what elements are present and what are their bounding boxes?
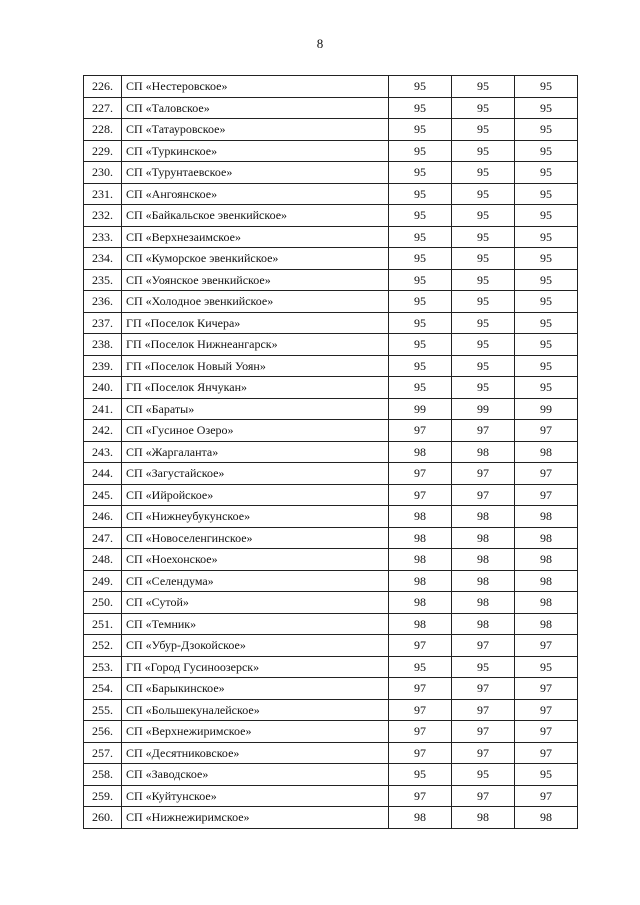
value-cell-2: 98 <box>452 527 515 549</box>
value-cell-3: 97 <box>515 463 578 485</box>
value-cell-1: 97 <box>389 484 452 506</box>
value-cell-2: 95 <box>452 140 515 162</box>
table-row <box>84 807 578 829</box>
value-cell-3: 98 <box>515 549 578 571</box>
value-cell-3: 97 <box>515 484 578 506</box>
value-cell-1: 98 <box>389 549 452 571</box>
settlement-name-cell: СП «Большекуналейское» <box>122 699 389 721</box>
row-number-cell: 245. <box>84 484 122 506</box>
value-cell-1: 95 <box>389 205 452 227</box>
row-number-cell: 260. <box>84 807 122 829</box>
value-cell-1: 97 <box>389 721 452 743</box>
value-cell-3: 95 <box>515 656 578 678</box>
table-row <box>84 119 578 141</box>
value-cell-3: 95 <box>515 140 578 162</box>
value-cell-1: 97 <box>389 785 452 807</box>
value-cell-1: 95 <box>389 377 452 399</box>
settlement-name-cell: СП «Туркинское» <box>122 140 389 162</box>
table-row <box>84 420 578 442</box>
settlement-name-cell: СП «Заводское» <box>122 764 389 786</box>
value-cell-3: 95 <box>515 226 578 248</box>
value-cell-3: 98 <box>515 527 578 549</box>
value-cell-3: 95 <box>515 291 578 313</box>
value-cell-2: 97 <box>452 678 515 700</box>
settlement-name-cell: ГП «Поселок Нижнеангарск» <box>122 334 389 356</box>
row-number-cell: 257. <box>84 742 122 764</box>
value-cell-3: 95 <box>515 162 578 184</box>
value-cell-2: 97 <box>452 484 515 506</box>
row-number-cell: 231. <box>84 183 122 205</box>
row-number-cell: 234. <box>84 248 122 270</box>
value-cell-3: 98 <box>515 592 578 614</box>
settlement-name-cell: СП «Татауровское» <box>122 119 389 141</box>
table-row <box>84 635 578 657</box>
value-cell-3: 98 <box>515 613 578 635</box>
table-row <box>84 76 578 98</box>
table-body <box>84 76 578 829</box>
value-cell-1: 98 <box>389 592 452 614</box>
value-cell-3: 99 <box>515 398 578 420</box>
row-number-cell: 253. <box>84 656 122 678</box>
row-number-cell: 240. <box>84 377 122 399</box>
value-cell-3: 97 <box>515 721 578 743</box>
table-row <box>84 312 578 334</box>
settlements-table <box>83 75 578 829</box>
row-number-cell: 232. <box>84 205 122 227</box>
settlement-name-cell: СП «Темник» <box>122 613 389 635</box>
table-row <box>84 226 578 248</box>
value-cell-1: 98 <box>389 506 452 528</box>
settlement-name-cell: СП «Новоселенгинское» <box>122 527 389 549</box>
value-cell-2: 95 <box>452 248 515 270</box>
value-cell-3: 95 <box>515 334 578 356</box>
table-row <box>84 398 578 420</box>
settlement-name-cell: СП «Загустайское» <box>122 463 389 485</box>
value-cell-3: 95 <box>515 119 578 141</box>
table-row <box>84 785 578 807</box>
value-cell-2: 98 <box>452 549 515 571</box>
value-cell-2: 95 <box>452 312 515 334</box>
value-cell-1: 99 <box>389 398 452 420</box>
settlement-name-cell: ГП «Поселок Янчукан» <box>122 377 389 399</box>
value-cell-2: 95 <box>452 269 515 291</box>
value-cell-3: 95 <box>515 764 578 786</box>
value-cell-2: 95 <box>452 226 515 248</box>
value-cell-3: 95 <box>515 312 578 334</box>
value-cell-3: 97 <box>515 678 578 700</box>
value-cell-2: 98 <box>452 592 515 614</box>
value-cell-1: 95 <box>389 269 452 291</box>
table-row <box>84 721 578 743</box>
value-cell-1: 95 <box>389 140 452 162</box>
table-row <box>84 463 578 485</box>
row-number-cell: 246. <box>84 506 122 528</box>
value-cell-3: 95 <box>515 183 578 205</box>
value-cell-3: 97 <box>515 699 578 721</box>
settlement-name-cell: СП «Ийройское» <box>122 484 389 506</box>
value-cell-1: 98 <box>389 527 452 549</box>
row-number-cell: 255. <box>84 699 122 721</box>
value-cell-3: 97 <box>515 785 578 807</box>
row-number-cell: 259. <box>84 785 122 807</box>
row-number-cell: 244. <box>84 463 122 485</box>
table-row <box>84 764 578 786</box>
value-cell-2: 99 <box>452 398 515 420</box>
value-cell-2: 98 <box>452 613 515 635</box>
value-cell-1: 97 <box>389 635 452 657</box>
settlement-name-cell: СП «Ноехонское» <box>122 549 389 571</box>
table-row <box>84 699 578 721</box>
settlement-name-cell: СП «Бараты» <box>122 398 389 420</box>
value-cell-3: 98 <box>515 570 578 592</box>
value-cell-2: 95 <box>452 162 515 184</box>
settlement-name-cell: СП «Уоянское эвенкийское» <box>122 269 389 291</box>
row-number-cell: 250. <box>84 592 122 614</box>
settlement-name-cell: СП «Жаргаланта» <box>122 441 389 463</box>
value-cell-1: 95 <box>389 355 452 377</box>
settlement-name-cell: СП «Нестеровское» <box>122 76 389 98</box>
value-cell-1: 97 <box>389 678 452 700</box>
value-cell-2: 95 <box>452 119 515 141</box>
value-cell-2: 97 <box>452 721 515 743</box>
table-row <box>84 592 578 614</box>
value-cell-2: 98 <box>452 506 515 528</box>
row-number-cell: 239. <box>84 355 122 377</box>
row-number-cell: 226. <box>84 76 122 98</box>
value-cell-1: 98 <box>389 807 452 829</box>
settlement-name-cell: СП «Десятниковское» <box>122 742 389 764</box>
value-cell-2: 97 <box>452 420 515 442</box>
settlement-name-cell: СП «Верхнежиримское» <box>122 721 389 743</box>
value-cell-3: 95 <box>515 205 578 227</box>
value-cell-2: 95 <box>452 183 515 205</box>
settlement-name-cell: СП «Селендума» <box>122 570 389 592</box>
value-cell-1: 98 <box>389 570 452 592</box>
table-row <box>84 162 578 184</box>
value-cell-2: 97 <box>452 463 515 485</box>
row-number-cell: 228. <box>84 119 122 141</box>
value-cell-3: 95 <box>515 269 578 291</box>
value-cell-3: 95 <box>515 76 578 98</box>
settlement-name-cell: ГП «Поселок Новый Уоян» <box>122 355 389 377</box>
table-row <box>84 140 578 162</box>
value-cell-1: 97 <box>389 420 452 442</box>
row-number-cell: 236. <box>84 291 122 313</box>
table-row <box>84 484 578 506</box>
table-row <box>84 183 578 205</box>
settlement-name-cell: СП «Ангоянское» <box>122 183 389 205</box>
value-cell-2: 95 <box>452 76 515 98</box>
settlement-name-cell: ГП «Город Гусиноозерск» <box>122 656 389 678</box>
row-number-cell: 258. <box>84 764 122 786</box>
settlement-name-cell: СП «Турунтаевское» <box>122 162 389 184</box>
value-cell-1: 95 <box>389 183 452 205</box>
value-cell-3: 98 <box>515 807 578 829</box>
table-row <box>84 248 578 270</box>
value-cell-2: 97 <box>452 785 515 807</box>
row-number-cell: 229. <box>84 140 122 162</box>
row-number-cell: 237. <box>84 312 122 334</box>
row-number-cell: 254. <box>84 678 122 700</box>
value-cell-2: 98 <box>452 807 515 829</box>
row-number-cell: 241. <box>84 398 122 420</box>
table-row <box>84 441 578 463</box>
value-cell-2: 95 <box>452 656 515 678</box>
value-cell-2: 98 <box>452 570 515 592</box>
table-row <box>84 377 578 399</box>
value-cell-2: 95 <box>452 291 515 313</box>
value-cell-2: 98 <box>452 441 515 463</box>
value-cell-1: 95 <box>389 162 452 184</box>
table-row <box>84 205 578 227</box>
value-cell-2: 95 <box>452 334 515 356</box>
table-row <box>84 527 578 549</box>
table-row <box>84 97 578 119</box>
row-number-cell: 227. <box>84 97 122 119</box>
row-number-cell: 248. <box>84 549 122 571</box>
value-cell-3: 98 <box>515 441 578 463</box>
value-cell-1: 95 <box>389 334 452 356</box>
row-number-cell: 230. <box>84 162 122 184</box>
value-cell-1: 95 <box>389 248 452 270</box>
row-number-cell: 243. <box>84 441 122 463</box>
value-cell-1: 95 <box>389 656 452 678</box>
value-cell-1: 98 <box>389 613 452 635</box>
value-cell-2: 95 <box>452 205 515 227</box>
value-cell-3: 97 <box>515 742 578 764</box>
table-row <box>84 549 578 571</box>
value-cell-2: 95 <box>452 377 515 399</box>
table-row <box>84 506 578 528</box>
row-number-cell: 247. <box>84 527 122 549</box>
row-number-cell: 249. <box>84 570 122 592</box>
row-number-cell: 233. <box>84 226 122 248</box>
value-cell-1: 95 <box>389 76 452 98</box>
value-cell-2: 97 <box>452 742 515 764</box>
value-cell-2: 97 <box>452 635 515 657</box>
table-row <box>84 269 578 291</box>
settlement-name-cell: СП «Нижнеубукунское» <box>122 506 389 528</box>
row-number-cell: 238. <box>84 334 122 356</box>
value-cell-1: 95 <box>389 119 452 141</box>
value-cell-3: 98 <box>515 506 578 528</box>
value-cell-1: 95 <box>389 97 452 119</box>
value-cell-2: 95 <box>452 764 515 786</box>
settlement-name-cell: СП «Барыкинское» <box>122 678 389 700</box>
value-cell-2: 97 <box>452 699 515 721</box>
value-cell-2: 95 <box>452 97 515 119</box>
settlement-name-cell: СП «Куморское эвенкийское» <box>122 248 389 270</box>
page-number: 8 <box>316 36 324 51</box>
table-row <box>84 656 578 678</box>
value-cell-1: 97 <box>389 742 452 764</box>
settlement-name-cell: СП «Куйтунское» <box>122 785 389 807</box>
row-number-cell: 252. <box>84 635 122 657</box>
settlement-name-cell: СП «Байкальское эвенкийское» <box>122 205 389 227</box>
value-cell-3: 97 <box>515 635 578 657</box>
value-cell-1: 98 <box>389 441 452 463</box>
value-cell-3: 95 <box>515 355 578 377</box>
value-cell-1: 95 <box>389 291 452 313</box>
settlement-name-cell: СП «Сутой» <box>122 592 389 614</box>
value-cell-1: 95 <box>389 764 452 786</box>
settlement-name-cell: СП «Гусиное Озеро» <box>122 420 389 442</box>
value-cell-3: 95 <box>515 377 578 399</box>
settlement-name-cell: СП «Убур-Дзокойское» <box>122 635 389 657</box>
table-row <box>84 613 578 635</box>
value-cell-1: 97 <box>389 699 452 721</box>
value-cell-2: 95 <box>452 355 515 377</box>
row-number-cell: 235. <box>84 269 122 291</box>
table-row <box>84 355 578 377</box>
value-cell-3: 97 <box>515 420 578 442</box>
value-cell-1: 97 <box>389 463 452 485</box>
settlement-name-cell: СП «Верхнезаимское» <box>122 226 389 248</box>
table-row <box>84 334 578 356</box>
table-row <box>84 678 578 700</box>
row-number-cell: 256. <box>84 721 122 743</box>
settlement-name-cell: СП «Холодное эвенкийское» <box>122 291 389 313</box>
value-cell-3: 95 <box>515 97 578 119</box>
value-cell-3: 95 <box>515 248 578 270</box>
value-cell-1: 95 <box>389 312 452 334</box>
row-number-cell: 251. <box>84 613 122 635</box>
settlement-name-cell: СП «Таловское» <box>122 97 389 119</box>
table-row <box>84 570 578 592</box>
settlement-name-cell: СП «Нижнежиримское» <box>122 807 389 829</box>
table-row <box>84 291 578 313</box>
settlement-name-cell: ГП «Поселок Кичера» <box>122 312 389 334</box>
row-number-cell: 242. <box>84 420 122 442</box>
table-row <box>84 742 578 764</box>
value-cell-1: 95 <box>389 226 452 248</box>
